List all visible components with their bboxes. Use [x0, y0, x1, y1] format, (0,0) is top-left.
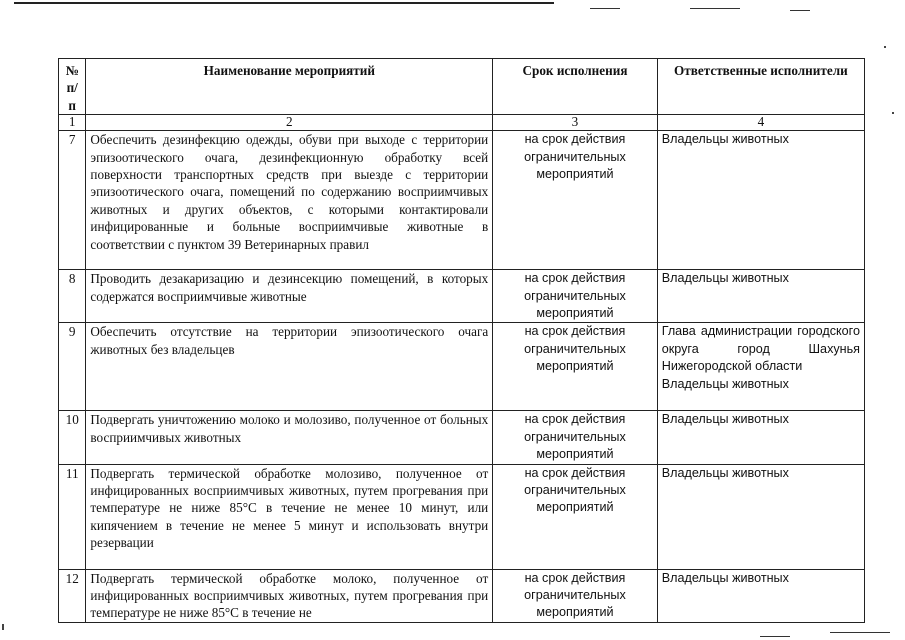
- deadline-cell: на срок действия ограничительных мероприятий: [493, 411, 657, 464]
- activity-cell: Обеспечить отсутствие на территории эпизоотического очага животных без владельцев: [86, 323, 493, 411]
- responsible-entry: Владельцы животных: [661, 412, 789, 427]
- responsible-entry: Владельцы животных: [661, 132, 789, 147]
- deadline-cell: на срок действия ограничительных мероприятий: [493, 464, 657, 569]
- table-row: [59, 131, 865, 270]
- scan-artifact-dot: [2, 624, 4, 630]
- header-activity: Наименование мероприятий: [86, 59, 493, 115]
- responsible-entry: Владельцы животных: [661, 376, 789, 391]
- activity-cell: Подвергать уничтожению молоко и молозиво, полученное от больных восприимчивых животных: [86, 411, 493, 464]
- deadline-cell: на срок действия ограничительных мероприятий: [493, 569, 657, 622]
- responsible-entry: Глава администрации городского округа город Шахунья Нижегородской области: [661, 324, 860, 374]
- row-number: 9: [59, 323, 86, 411]
- table-row: [59, 464, 865, 569]
- header-num: № п/п: [59, 59, 86, 115]
- table-row: [59, 323, 865, 411]
- row-number: 12: [59, 569, 86, 622]
- responsible-entry: Владельцы животных: [661, 570, 789, 585]
- responsible-cell: [657, 411, 864, 464]
- measures-table: [58, 58, 865, 623]
- responsible-cell: [657, 464, 864, 569]
- deadline-cell: на срок действия ограничительных мероприятий: [493, 323, 657, 411]
- row-number: 10: [59, 411, 86, 464]
- header-responsible: Ответственные исполнители: [657, 59, 864, 115]
- responsible-cell: [657, 131, 864, 270]
- scan-artifact-dot: [892, 112, 894, 114]
- scan-artifact-top-line: [14, 2, 554, 4]
- column-number: 2: [86, 115, 493, 131]
- table-header-row: [59, 59, 865, 115]
- header-deadline: Срок исполнения: [493, 59, 657, 115]
- scan-artifact-top-line: [590, 8, 620, 9]
- responsible-entry: Владельцы животных: [661, 465, 789, 480]
- row-number: 7: [59, 131, 86, 270]
- row-number: 8: [59, 270, 86, 323]
- activity-cell: Подвергать термической обработке молозиво, полученное от инфицированных восприимчивых животных, путем прогревания при температуре не ниже 85°С в течение не менее 10 минут, или кипячением в течение не менее 5 минут и использовать внутри резервации: [86, 464, 493, 569]
- scan-artifact-bottom-line: [760, 636, 790, 637]
- deadline-cell: на срок действия ограничительных мероприятий: [493, 270, 657, 323]
- row-number: 11: [59, 464, 86, 569]
- scan-artifact-top-line: [690, 8, 740, 9]
- scan-artifact-top-line: [790, 10, 810, 11]
- responsible-cell: [657, 270, 864, 323]
- responsible-cell: [657, 323, 864, 411]
- activity-cell: Проводить дезакаризацию и дезинсекцию помещений, в которых содержатся восприимчивые животные: [86, 270, 493, 323]
- column-number: 1: [59, 115, 86, 131]
- responsible-cell: [657, 569, 864, 622]
- deadline-cell: на срок действия ограничительных мероприятий: [493, 131, 657, 270]
- scan-artifact-bottom-line: [830, 632, 890, 633]
- scan-artifact-dot: [884, 46, 886, 48]
- activity-cell: Обеспечить дезинфекцию одежды, обуви при выходе с территории эпизоотического очага, дезинфекционную обработку всей поверхности транспортных средств при выезде с территории эпизоотического очага, помещений по содержанию восприимчивых животных и других объектов, с которыми контактировали инфицированные и больные восприимчивые животные в соответствии с пунктом 39 Ветеринарных правил: [86, 131, 493, 270]
- table-row: [59, 411, 865, 464]
- column-number: 4: [657, 115, 864, 131]
- table-row: [59, 270, 865, 323]
- column-number: 3: [493, 115, 657, 131]
- activity-cell: Подвергать термической обработке молоко, полученное от инфицированных восприимчивых животных, путем прогревания при температуре не ниже 85°С в течение не: [86, 569, 493, 622]
- table-row: [59, 569, 865, 622]
- responsible-entry: Владельцы животных: [661, 271, 789, 286]
- column-number-row: [59, 115, 865, 131]
